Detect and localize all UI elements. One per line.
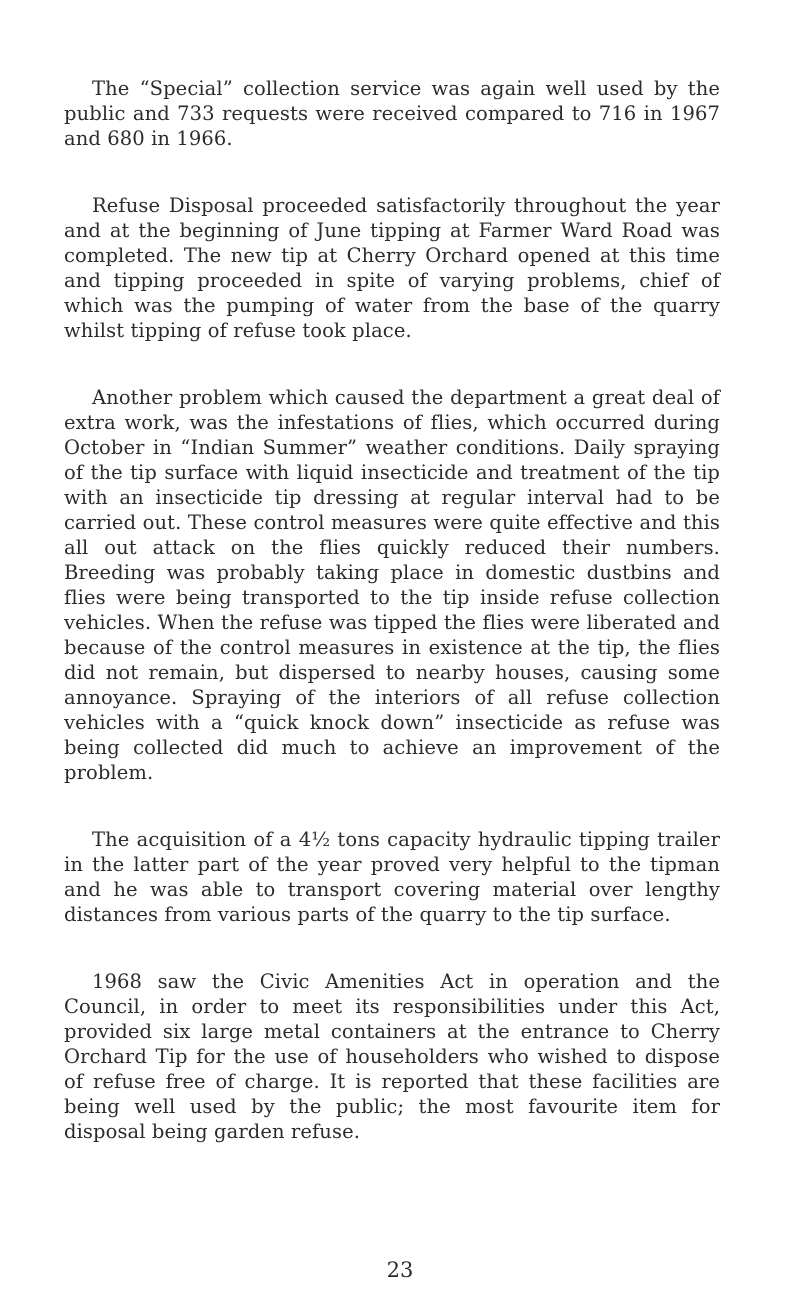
- paragraph-special-collection: The “Special” collection service was again well used by the public and 733 requests were received compared to 716 in 1967 and 680 in 1966.: [64, 77, 720, 150]
- paragraph-refuse-disposal: Refuse Disposal proceeded satisfactorily throughout the year and at the beginning of June tipping at Farmer Ward Road was completed. The new tip at Cherry Orchard opened at this time and tipping proceeded in spite of varying problems, chief of which was the pumping of water from the base of the quarry whilst tipping of refuse took place.: [64, 194, 720, 342]
- paragraph-fly-infestation: Another problem which caused the department a great deal of extra work, was the infestations of flies, which occurred during October in “Indian Summer” weather conditions. Daily spraying of the tip surface with liquid insecticide and treatment of the tip with an insecticide tip dressing at regular interval had to be carried out. These control measures were quite effective and this all out attack on the flies quickly reduced their numbers. Breeding was probably taking place in domestic dustbins and flies were being transported to the tip inside refuse collection vehicles. When the refuse was tipped the flies were liberated and because of the control measures in existence at the tip, the flies did not remain, but dispersed to nearby houses, causing some annoyance. Spraying of the interiors of all refuse collection vehicles with a “quick knock down” insecticide as refuse was being collected did much to achieve an improvement of the problem.: [64, 386, 720, 784]
- page-number: 23: [386, 1258, 414, 1282]
- paragraph-tipping-trailer: The acquisition of a 4½ tons capacity hydraulic tipping trailer in the latter part of the year proved very helpful to the tipman and he was able to transport covering material over lengthy distances from various parts of the quarry to the tip surface.: [64, 828, 720, 926]
- document-body: [64, 76, 720, 1144]
- paragraph-civic-amenities: 1968 saw the Civic Amenities Act in operation and the Council, in order to meet its responsibilities under this Act, provided six large metal containers at the entrance to Cherry Orchard Tip for the use of householders who wished to dispose of refuse free of charge. It is reported that these facilities are being well used by the public; the most favourite item for disposal being garden refuse.: [64, 970, 720, 1143]
